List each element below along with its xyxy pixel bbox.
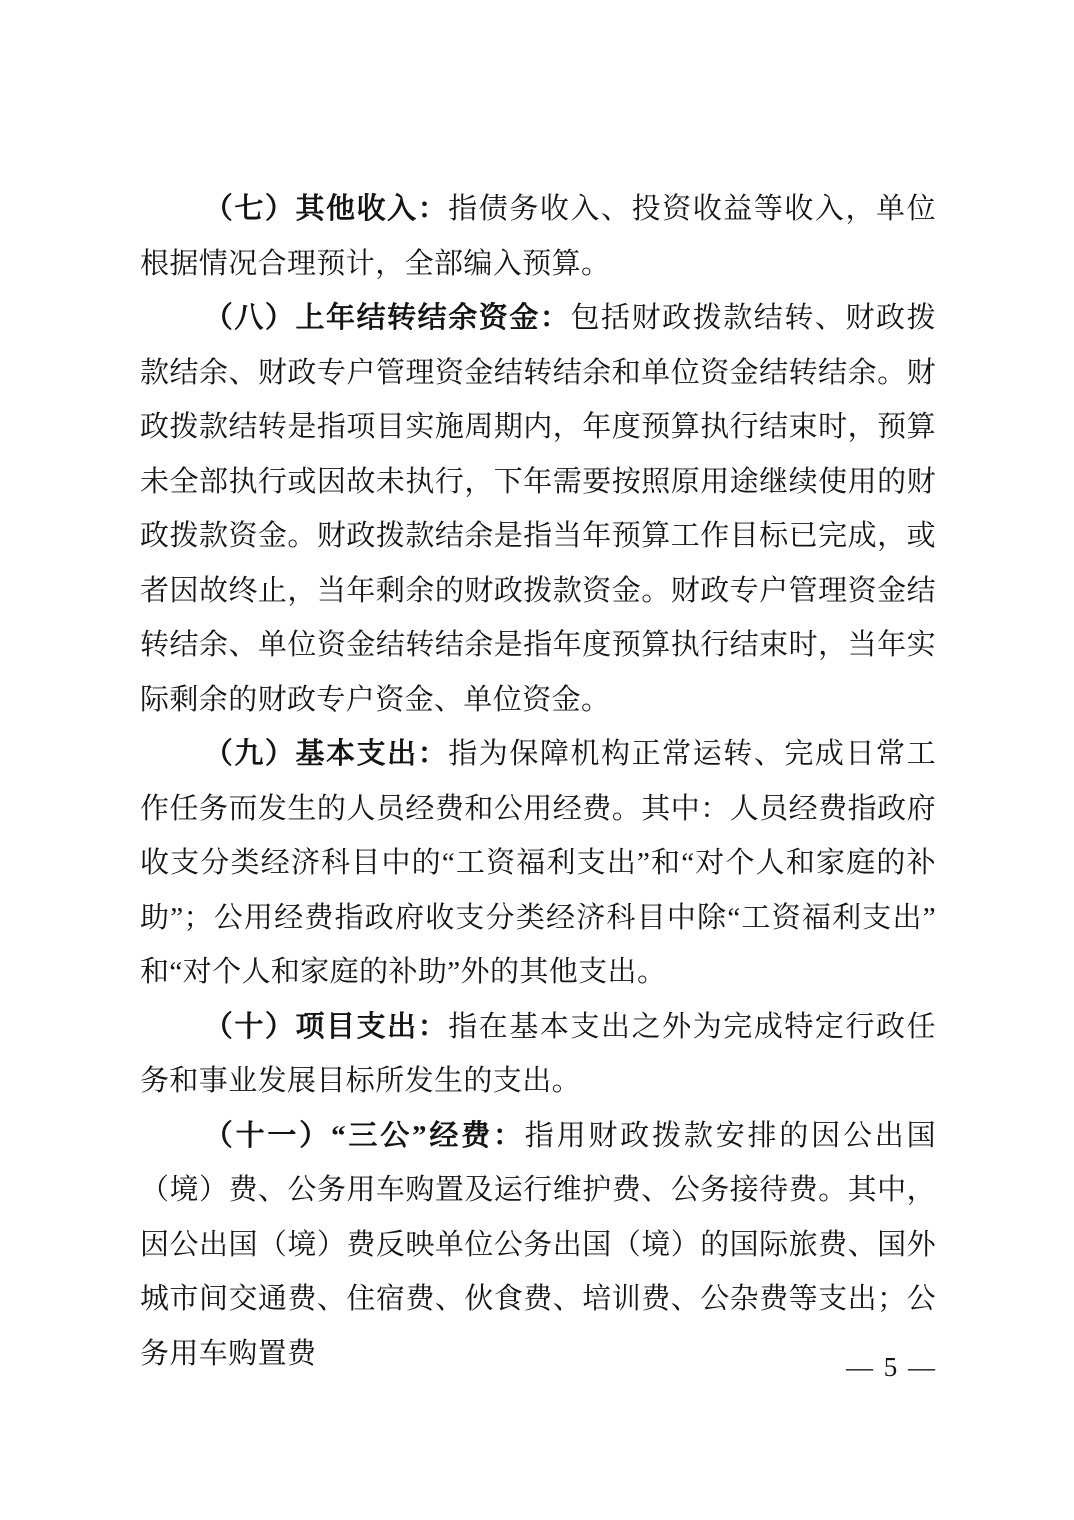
paragraph-heading: （七）其他收入： <box>203 193 449 225</box>
paragraph-item-7-other-income <box>140 182 936 291</box>
paragraph-item-8-carryover-funds <box>140 291 936 727</box>
document-body <box>140 182 936 1381</box>
paragraph-item-11-three-public-funds <box>140 1109 936 1382</box>
paragraph-heading: （十）项目支出： <box>203 1010 449 1043</box>
paragraph-item-9-basic-expenditure <box>140 727 936 1000</box>
paragraph-heading: （九）基本支出： <box>203 738 449 770</box>
paragraph-body: 指为保障机构正常运转、完成日常工作任务而发生的人员经费和公用经费。其中：人员经费指政府收支分类经济科目中的“工资福利支出”和“对个人和家庭的补助”；公用经费指政府收支分类经济科目中除“工资福利支出”和“对个人和家庭的补助”外的其他支出。 <box>140 738 936 988</box>
paragraph-body: 指债务收入、投资收益等收入，单位根据情况合理预计，全部编入预算。 <box>140 193 936 280</box>
paragraph-body: 指用财政拨款安排的因公出国（境）费、公务用车购置及运行维护费、公务接待费。其中，因公出国（境）费反映单位公务出国（境）的国际旅费、国外城市间交通费、住宿费、伙食费、培训费、公杂费等支出；公务用车购置费 <box>140 1119 937 1370</box>
paragraph-item-10-project-expenditure <box>140 1000 936 1109</box>
paragraph-heading: （十一）“三公”经费： <box>203 1119 525 1152</box>
page-number: — 5 — <box>846 1352 937 1382</box>
paragraph-body: 指在基本支出之外为完成特定行政任务和事业发展目标所发生的支出。 <box>140 1010 936 1097</box>
paragraph-body: 包括财政拨款结转、财政拨款结余、财政专户管理资金结转结余和单位资金结转结余。财政拨款结转是指项目实施周期内，年度预算执行结束时，预算未全部执行或因故未执行，下年需要按照原用途继续使用的财政拨款资金。财政拨款结余是指当年预算工作目标已完成，或者因故终止，当年剩余的财政拨款资金。财政专户管理资金结转结余、单位资金结转结余是指年度预算执行结束时，当年实际剩余的财政专户资金、单位资金。 <box>140 302 936 716</box>
paragraph-heading: （八）上年结转结余资金： <box>203 302 571 334</box>
